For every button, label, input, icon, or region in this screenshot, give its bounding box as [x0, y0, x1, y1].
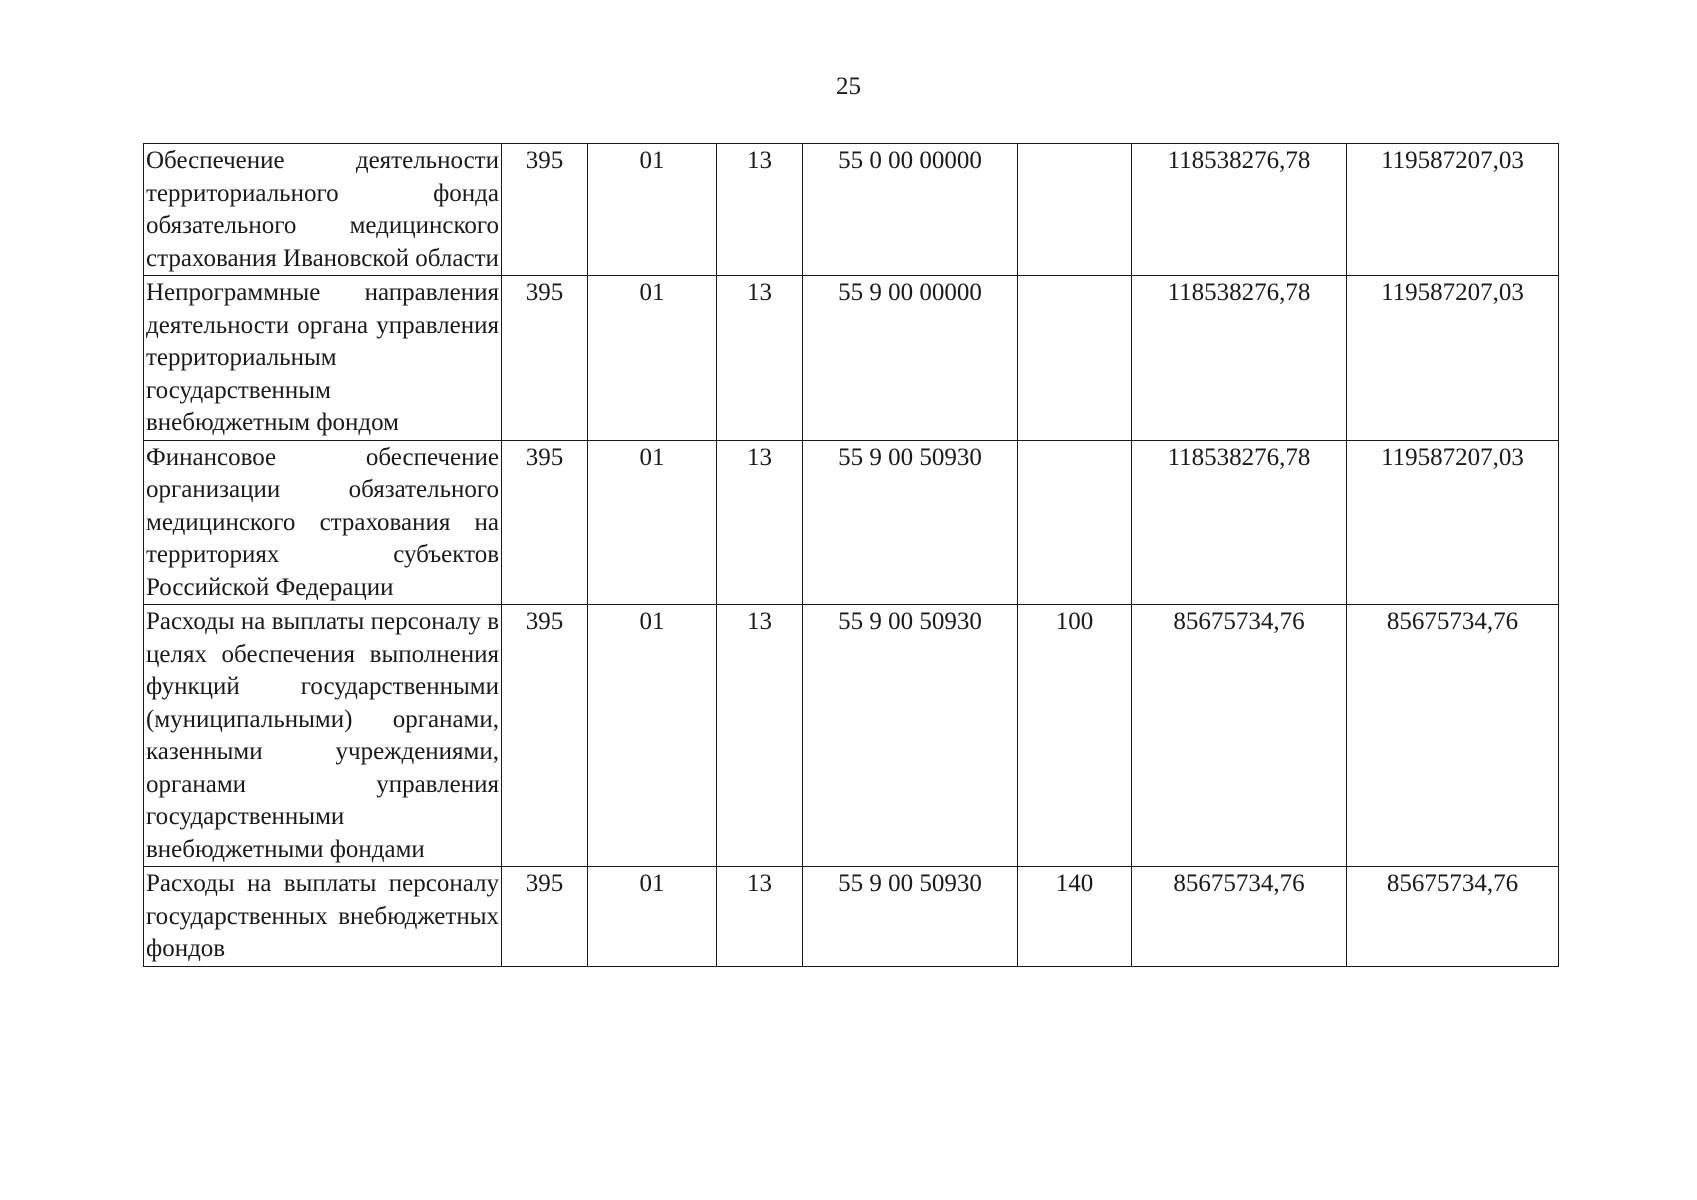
row-description: Расходы на выплаты персоналу государственных внебюджетных фондов	[144, 867, 502, 967]
row-target-article: 55 9 00 00000	[803, 276, 1018, 441]
row-target-article: 55 9 00 50930	[803, 605, 1018, 867]
row-expense-type	[1018, 440, 1132, 605]
row-section: 01	[588, 605, 717, 867]
budget-table	[143, 143, 1559, 967]
row-subsection: 13	[717, 867, 803, 967]
row-expense-type	[1018, 276, 1132, 441]
row-sum-year1: 118538276,78	[1132, 440, 1347, 605]
row-section: 01	[588, 440, 717, 605]
row-code: 395	[502, 276, 588, 441]
row-sum-year2: 119587207,03	[1347, 276, 1559, 441]
row-section: 01	[588, 276, 717, 441]
row-sum-year2: 119587207,03	[1347, 440, 1559, 605]
table-row	[144, 144, 1559, 276]
row-code: 395	[502, 440, 588, 605]
table-row	[144, 440, 1559, 605]
row-subsection: 13	[717, 440, 803, 605]
row-section: 01	[588, 144, 717, 276]
row-target-article: 55 0 00 00000	[803, 144, 1018, 276]
row-sum-year2: 85675734,76	[1347, 605, 1559, 867]
row-code: 395	[502, 144, 588, 276]
row-description: Финансовое обеспечение организации обязательного медицинского страхования на территориях субъектов Российской Федерации	[144, 440, 502, 605]
row-subsection: 13	[717, 605, 803, 867]
row-sum-year2: 85675734,76	[1347, 867, 1559, 967]
row-expense-type	[1018, 144, 1132, 276]
row-code: 395	[502, 605, 588, 867]
row-sum-year1: 118538276,78	[1132, 144, 1347, 276]
row-description: Расходы на выплаты персоналу в целях обеспечения выполнения функций государственными (муниципальными) органами, казенными учреждениями, органами управления государственными внебюджетными фондами	[144, 605, 502, 867]
row-sum-year1: 85675734,76	[1132, 605, 1347, 867]
row-sum-year1: 118538276,78	[1132, 276, 1347, 441]
table-row	[144, 276, 1559, 441]
row-sum-year1: 85675734,76	[1132, 867, 1347, 967]
table-row	[144, 867, 1559, 967]
page-number: 25	[836, 73, 861, 100]
table-row	[144, 605, 1559, 867]
row-section: 01	[588, 867, 717, 967]
row-subsection: 13	[717, 276, 803, 441]
row-expense-type: 100	[1018, 605, 1132, 867]
row-target-article: 55 9 00 50930	[803, 867, 1018, 967]
row-sum-year2: 119587207,03	[1347, 144, 1559, 276]
row-expense-type: 140	[1018, 867, 1132, 967]
row-description: Обеспечение деятельности территориального фонда обязательного медицинского страхования Ивановской области	[144, 144, 502, 276]
row-target-article: 55 9 00 50930	[803, 440, 1018, 605]
row-code: 395	[502, 867, 588, 967]
row-description: Непрограммные направления деятельности органа управления территориальным государственным внебюджетным фондом	[144, 276, 502, 441]
row-subsection: 13	[717, 144, 803, 276]
